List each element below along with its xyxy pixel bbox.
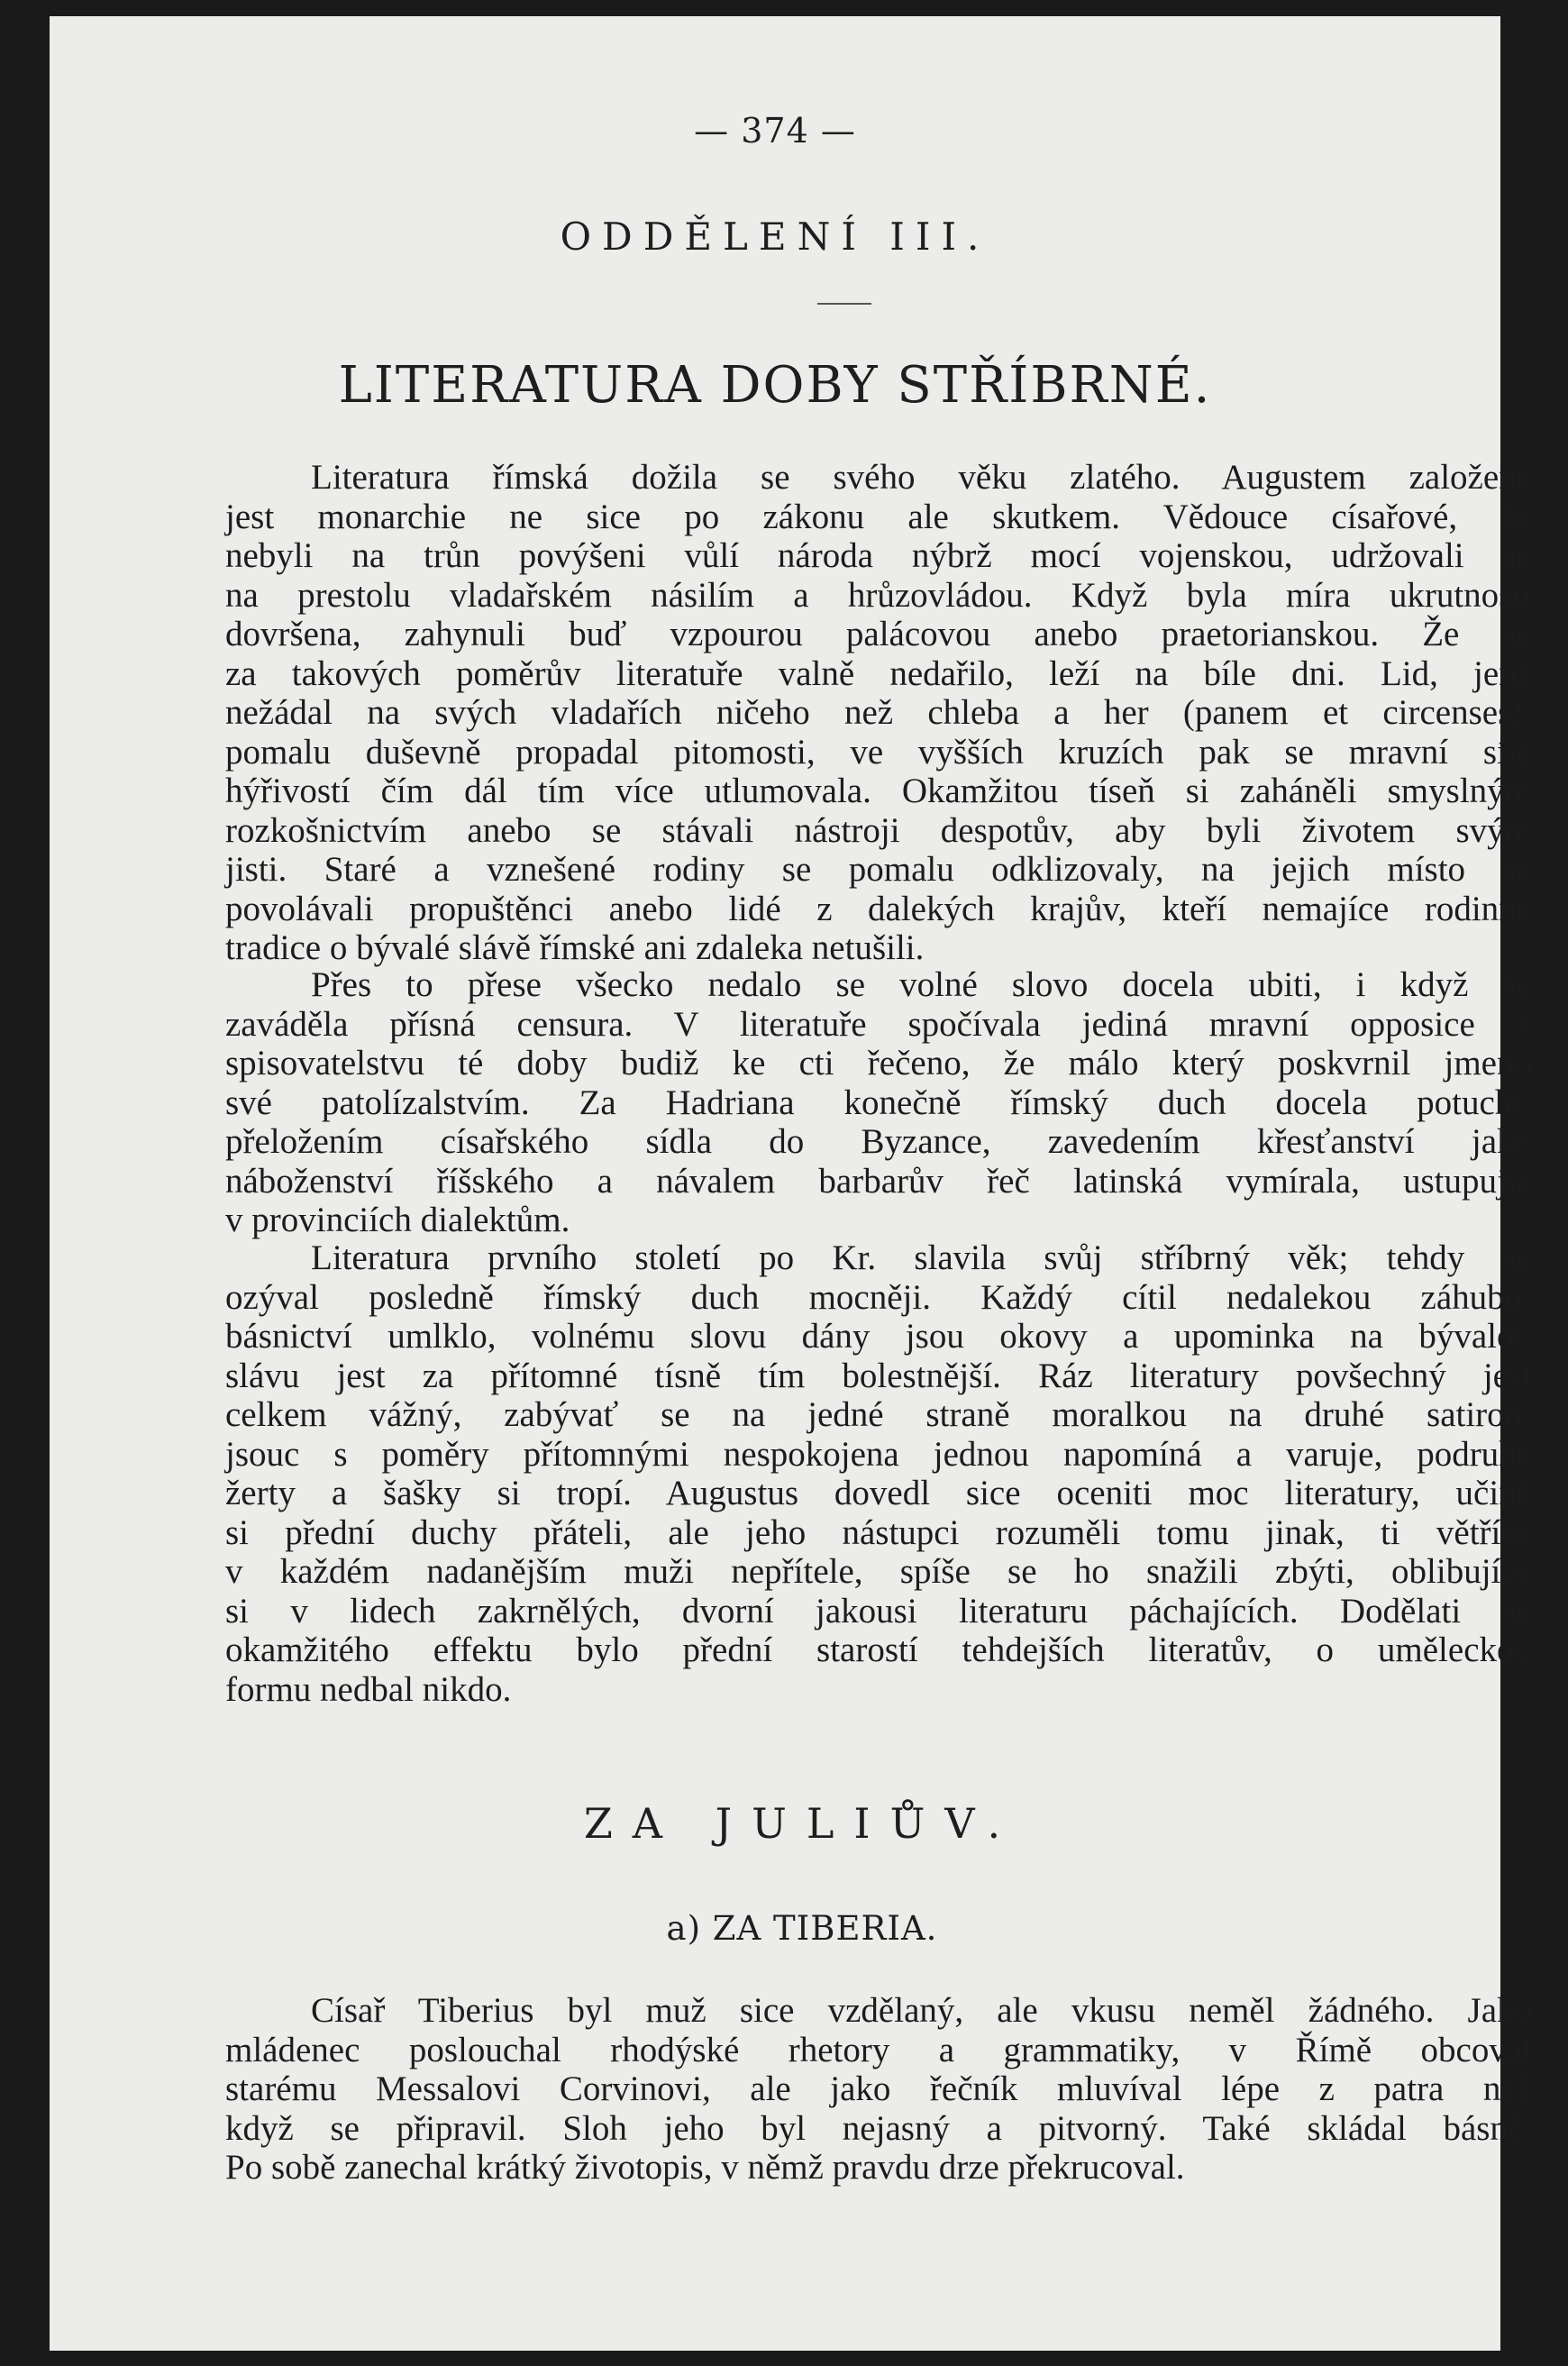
text-line: spisovatelstvu té doby budiž ke cti řečeno, že málo který poskvrnil jmeno [225,1044,1532,1083]
document-page [50,16,1532,2351]
text-line: jisti. Staré a vznešené rodiny se pomalu odklizovaly, na jejich místo se [225,850,1532,889]
text-line: dovršena, zahynuli buď vzpourou palácovou anebo praetorianskou. Že se [225,615,1532,653]
paragraph-intro [225,458,1532,968]
chapter-title: LITERATURA DOBY STŘÍBRNÉ. [338,356,1212,415]
text-line: formu nedbal nikdo. [225,1669,512,1709]
subheading: ZA JULIŮV. [583,1799,1021,1848]
text-line: slávu jest za přítomné tísně tím bolestnější. Ráz literatury povšechný jest [225,1356,1532,1395]
text-line: Po sobě zanechal krátký životopis, v němž pravdu drze překrucoval. [225,2148,1185,2187]
text-line: pomalu duševně propadal pitomosti, ve vyšších kruzích pak se mravní síla [225,732,1532,772]
text-line: povolávali propuštěnci anebo lidé z dalekých krajův, kteří nemajíce rodinné [225,889,1532,928]
text-line: náboženství říšského a návalem barbarův řeč latinská vymírala, ustupujíc [225,1161,1532,1201]
text-line: okamžitého effektu bylo přední starostí tehdejších literatův, o uměleckou [225,1631,1532,1669]
text-line: rozkošnictvím anebo se stávali nástroji despotův, aby byli životem svým [225,810,1532,850]
paragraph-censorship [225,965,1532,1240]
text-line: celkem vážný, zabývať se na jedné straně moralkou na druhé satirou; [225,1395,1532,1434]
text-line: žerty a šašky si tropí. Augustus dovedl sice oceniti moc literatury, učině [225,1474,1532,1512]
text-line: si v lidech zakrnělých, dvorní jakousi literaturu páchajících. Dodělati se [225,1591,1532,1631]
text-line: ozýval posledně římský duch mocněji. Každý cítil nedalekou záhubu: [225,1277,1532,1317]
text-line: mládenec poslouchal rhodýské rhetory a grammatiky, v Římě obcoval [225,2030,1532,2069]
text-line: hýřivostí čím dál tím více utlumovala. Okamžitou tíseň si zaháněli smyslným [225,772,1532,810]
text-line: na prestolu vladařském násilím a hrůzovládou. Když byla míra ukrutností [225,575,1532,615]
text-line: Přes to přese všecko nedalo se volné slovo docela ubiti, i když se [311,965,1532,1004]
text-line: básnictví umlklo, volnému slovu dány jsou okovy a upominka na bývalou [225,1317,1532,1356]
text-line: Císař Tiberius byl muž sice vzdělaný, ale vkusu neměl žádného. Jako [311,1991,1532,2030]
text-line: tradice o bývalé slávě římské ani zdaleka netušili. [225,928,925,967]
text-line: si přední duchy přáteli, ale jeho nástupci rozuměli tomu jinak, ti větříce [225,1512,1532,1552]
text-line: nežádal na svých vladařích ničeho než chleba a her (panem et circenses), [225,693,1532,732]
text-line: přeložením císařského sídla do Byzance, zavedením křesťanství jako [225,1122,1532,1161]
text-line: nebyli na trůn povýšeni vůlí národa nýbrž mocí vojenskou, udržovali se [225,536,1532,575]
text-line: starému Messalovi Corvinovi, ale jako řečník mluvíval lépe z patra než [225,2069,1532,2108]
text-line: za takových poměrův literatuře valně nedařilo, leží na bíle dni. Lid, jenž [225,653,1532,693]
paragraph-tiberius [225,1991,1532,2188]
text-line: v provinciích dialektům. [225,1201,570,1239]
page-number: — 374 — [694,111,856,151]
text-line: jest monarchie ne sice po zákonu ale skutkem. Vědouce císařové, že [225,497,1532,536]
text-line: v každém nadanějším muži nepřítele, spíše se ho snažili zbýti, oblibujíce [225,1552,1532,1591]
paragraph-silver-age [225,1238,1532,1709]
text-line: Literatura prvního století po Kr. slavila svůj stříbrný věk; tehdy se [311,1238,1532,1277]
text-line: zaváděla přísná censura. V literatuře spočívala jediná mravní opposice a [225,1004,1532,1044]
text-line: když se připravil. Sloh jeho byl nejasný a pitvorný. Také skládal básně. [225,2108,1532,2148]
section-heading: ODDĚLENÍ III. [560,215,990,259]
divider [817,303,871,305]
text-line: své patolízalstvím. Za Hadriana konečně římský duch docela potuchl; [225,1083,1532,1122]
text-line: jsouc s poměry přítomnými nespokojena jednou napomíná a varuje, podruhé [225,1434,1532,1474]
text-line: Literatura římská dožila se svého věku zlatého. Augustem založena [311,458,1532,497]
subsubheading: a) ZA TIBERIA. [666,1909,938,1948]
